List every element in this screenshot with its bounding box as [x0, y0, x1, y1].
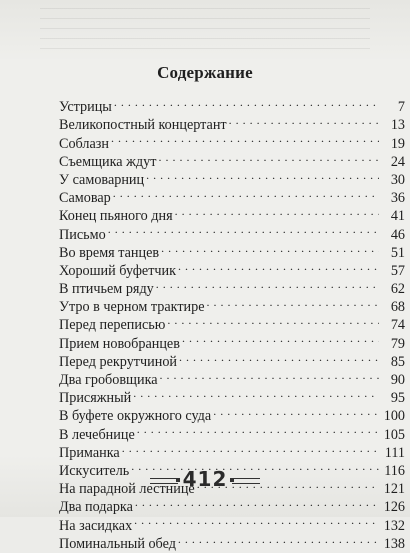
dot-leader	[161, 239, 379, 257]
toc-entry	[59, 93, 405, 116]
toc-entry	[59, 202, 405, 225]
toc-entry-title: Присяжный	[59, 390, 132, 407]
toc-entry-page: 85	[390, 353, 405, 370]
toc-entry-title: Конец пьяного дня	[59, 208, 173, 225]
toc-entry-title: Приманка	[59, 444, 120, 461]
toc-entry-title: Хороший буфетчик	[59, 262, 177, 279]
toc-entry	[59, 129, 405, 152]
toc-entry	[59, 148, 405, 170]
page-number: 412	[182, 467, 228, 491]
dot-leader	[156, 275, 379, 293]
toc-entry	[59, 239, 405, 261]
dot-leader	[178, 257, 379, 275]
toc-entry-page: 121	[383, 481, 405, 498]
dot-leader	[137, 420, 379, 438]
dot-leader	[207, 293, 379, 311]
bleed-through-text	[40, 8, 370, 58]
toc-entry-title: Самовар	[59, 190, 111, 207]
page-footer	[150, 466, 260, 492]
dot-leader	[133, 384, 379, 402]
toc-entry-page: 79	[390, 335, 405, 352]
dot-leader	[122, 439, 379, 457]
toc-entry-page: 19	[390, 135, 405, 152]
toc-entry-title: В буфете окружного суда	[59, 408, 212, 425]
toc-entry-title: Поминальный обед	[59, 535, 176, 552]
dot-leader	[178, 530, 379, 548]
toc-entry-title: Перед рекрутчиной	[59, 353, 178, 370]
toc-entry-title: Искуситель	[59, 462, 130, 479]
footer-rule-right	[232, 478, 260, 484]
dot-leader	[213, 402, 379, 420]
dot-leader	[158, 148, 379, 166]
toc-entry-title: Два гробовщика	[59, 372, 158, 388]
dot-leader	[134, 511, 379, 529]
toc-entry-title: Два подарка	[59, 499, 133, 516]
dot-leader	[135, 493, 379, 511]
toc-entry-title: Во время танцев	[59, 244, 160, 261]
toc-entry-page: 116	[384, 462, 405, 479]
dot-leader	[113, 184, 379, 202]
toc-entry-title: В лечебнице	[59, 426, 135, 443]
toc-entry-page: 126	[383, 499, 405, 516]
toc-entry-page: 46	[390, 226, 405, 243]
toc-entry-page: 7	[397, 99, 405, 116]
footer-rule-left	[150, 478, 178, 484]
toc-entry-title: У самоварниц	[59, 171, 145, 188]
toc-entry-page: 90	[390, 372, 405, 388]
toc-entry-page: 30	[390, 171, 405, 188]
dot-leader	[111, 129, 379, 147]
toc-entry-title: Соблазн	[59, 135, 109, 152]
toc-entry-page: 41	[390, 208, 405, 225]
toc-entry-title: Прием новобранцев	[59, 335, 180, 352]
toc-entry-page: 74	[390, 317, 405, 334]
toc-entry-title: На парадной лестнице	[59, 481, 195, 498]
dot-leader	[114, 93, 379, 111]
dot-leader	[167, 311, 379, 329]
dot-leader	[160, 366, 379, 384]
toc-entry-page: 24	[390, 153, 405, 170]
dot-leader	[108, 220, 379, 238]
toc-entry-page: 57	[390, 262, 405, 279]
toc-entry-page: 68	[390, 299, 405, 316]
toc-entry-title: Съемщика ждут	[59, 153, 157, 170]
toc-entry-page: 13	[390, 117, 405, 134]
toc-entry-page: 132	[383, 517, 405, 534]
toc-entry-page: 100	[383, 408, 405, 425]
toc-entry-page: 138	[383, 535, 405, 552]
toc-entry-title: В птичьем ряду	[59, 281, 154, 298]
toc-entry-title: Перед переписью	[59, 317, 166, 334]
toc-entry-page: 51	[390, 244, 405, 261]
dot-leader	[175, 202, 379, 220]
toc-entry-page: 95	[390, 390, 405, 407]
dot-leader	[229, 111, 379, 129]
toc-entry-title: На засидках	[59, 517, 133, 534]
dot-leader	[146, 166, 379, 184]
dot-leader	[179, 348, 379, 366]
toc-entry-page: 36	[390, 190, 405, 207]
toc-entry-page: 105	[383, 426, 405, 443]
page-title: Содержание	[157, 63, 253, 82]
toc-entry-title: Утро в черном трактире	[59, 299, 205, 316]
toc-entry-page: 62	[390, 281, 405, 298]
toc-entry-title: Великопостный концертант	[59, 117, 227, 134]
toc-entry	[59, 220, 405, 243]
dot-leader	[182, 329, 379, 347]
toc-entry-title: Устрицы	[59, 99, 112, 116]
toc-entry-page: 111	[384, 444, 405, 461]
toc-entry-title: Письмо	[59, 226, 106, 243]
